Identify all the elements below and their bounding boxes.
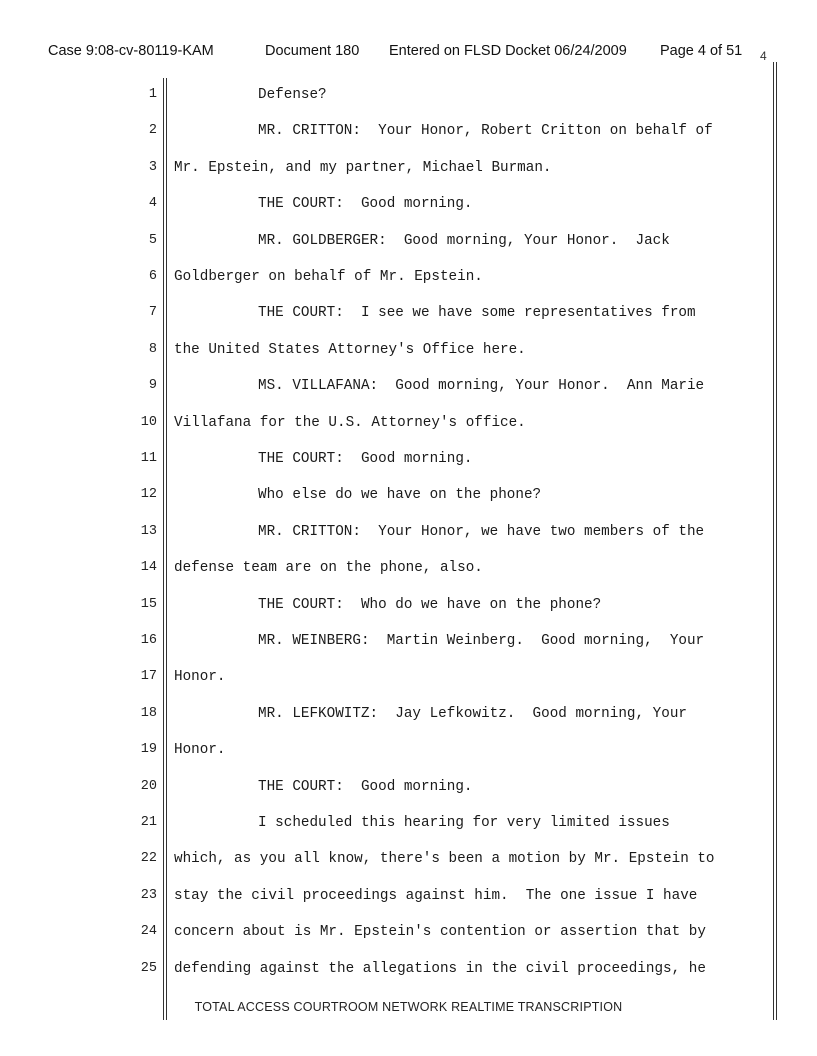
transcript-line <box>0 116 817 150</box>
page-indicator: Page 4 of 51 <box>660 43 743 59</box>
line-number: 19 <box>140 742 157 758</box>
transcript-line <box>0 371 817 405</box>
line-text: which, as you all know, there's been a motion by Mr. Epstein to <box>174 851 715 868</box>
line-text: THE COURT: Who do we have on the phone? <box>258 596 602 613</box>
line-text: MR. CRITTON: Your Honor, we have two members of the <box>258 523 705 540</box>
line-text: defending against the allegations in the civil proceedings, he <box>174 960 706 977</box>
line-number: 20 <box>140 778 157 794</box>
line-text: MR. GOLDBERGER: Good morning, Your Honor. Jack <box>258 232 670 249</box>
line-number: 7 <box>148 305 157 321</box>
transcript-line <box>0 917 817 951</box>
line-number: 25 <box>140 960 157 976</box>
line-text: THE COURT: Good morning. <box>258 778 473 795</box>
footer-caption: TOTAL ACCESS COURTROOM NETWORK REALTIME TRANSCRIPTION <box>194 1000 623 1014</box>
line-number: 4 <box>148 196 157 212</box>
line-number: 24 <box>140 924 157 940</box>
line-number: 18 <box>140 705 157 721</box>
line-number: 11 <box>140 451 157 466</box>
transcript-line <box>0 444 817 478</box>
line-text: Honor. <box>174 669 226 686</box>
line-text: concern about is Mr. Epstein's contention or assertion that by <box>174 924 706 941</box>
line-text: THE COURT: Good morning. <box>258 196 473 213</box>
line-number: 17 <box>140 669 157 685</box>
line-text: THE COURT: Good morning. <box>258 451 473 467</box>
transcript-line <box>0 881 817 915</box>
transcript-line <box>0 189 817 223</box>
transcript-line <box>0 298 817 332</box>
line-text: defense team are on the phone, also. <box>174 560 483 577</box>
line-number: 3 <box>148 159 157 175</box>
line-number: 21 <box>140 815 157 830</box>
transcript-line <box>0 808 817 842</box>
line-number: 22 <box>140 851 157 867</box>
line-text: I scheduled this hearing for very limited issues <box>258 815 670 831</box>
line-text: MR. LEFKOWITZ: Jay Lefkowitz. Good morning, Your <box>258 705 687 722</box>
transcript-line <box>0 553 817 587</box>
transcript-line <box>0 772 817 806</box>
line-number: 23 <box>140 887 157 903</box>
entered-date: Entered on FLSD Docket 06/24/2009 <box>389 43 627 59</box>
line-text: MR. WEINBERG: Martin Weinberg. Good morning, Your <box>258 633 705 649</box>
line-text: Villafana for the U.S. Attorney's office. <box>174 414 526 431</box>
transcript-line <box>0 80 817 114</box>
transcript-line <box>0 153 817 187</box>
line-text: THE COURT: I see we have some representatives from <box>258 305 696 322</box>
line-number: 16 <box>140 633 157 648</box>
document-number: Document 180 <box>265 43 360 59</box>
transcript-line <box>0 480 817 514</box>
line-number: 15 <box>140 596 157 612</box>
transcript-line <box>0 699 817 733</box>
transcript-line <box>0 408 817 442</box>
line-text: Mr. Epstein, and my partner, Michael Burman. <box>174 159 552 176</box>
transcript-line <box>0 954 817 988</box>
transcript-line <box>0 590 817 624</box>
line-text: MR. CRITTON: Your Honor, Robert Critton on behalf of <box>258 123 713 140</box>
line-number: 2 <box>148 123 157 139</box>
line-text: Goldberger on behalf of Mr. Epstein. <box>174 269 483 285</box>
line-number: 12 <box>140 487 157 503</box>
line-number: 6 <box>148 269 157 284</box>
line-number: 10 <box>140 414 157 430</box>
transcript-line <box>0 226 817 260</box>
transcript-line <box>0 517 817 551</box>
line-text: MS. VILLAFANA: Good morning, Your Honor. Ann Marie <box>258 378 705 395</box>
line-number: 13 <box>140 523 157 539</box>
transcript-line <box>0 262 817 296</box>
line-text: Who else do we have on the phone? <box>258 487 542 504</box>
line-text: Defense? <box>258 87 327 103</box>
line-text: stay the civil proceedings against him. The one issue I have <box>174 887 698 904</box>
line-text: the United States Attorney's Office here. <box>174 341 526 358</box>
line-number: 1 <box>148 87 157 102</box>
line-number: 8 <box>148 341 157 357</box>
line-text: Honor. <box>174 742 226 759</box>
case-number: Case 9:08-cv-80119-KAM <box>48 43 214 59</box>
transcript-line <box>0 844 817 878</box>
transcript-page-number: 4 <box>760 49 767 63</box>
line-number: 5 <box>148 232 157 248</box>
transcript-line <box>0 662 817 696</box>
line-number: 14 <box>140 560 157 576</box>
transcript-line <box>0 735 817 769</box>
transcript-line <box>0 335 817 369</box>
transcript-line <box>0 626 817 660</box>
line-number: 9 <box>148 378 157 394</box>
